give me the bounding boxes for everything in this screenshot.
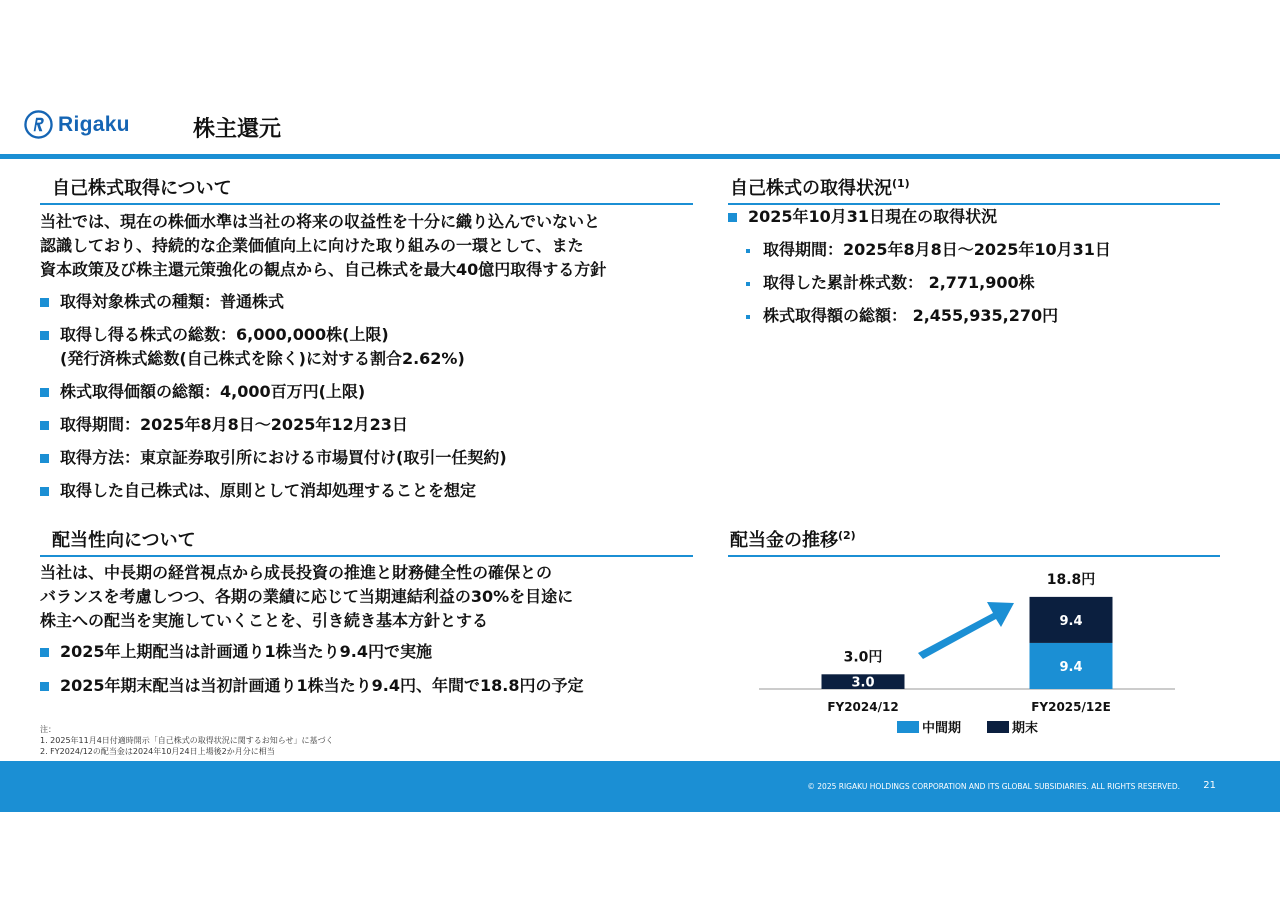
- square-bullet-icon: [40, 454, 49, 463]
- total-label: 3.0円: [843, 649, 883, 666]
- x-tick-label: FY2025/12E: [1031, 700, 1111, 714]
- buyback-status-items: [744, 238, 1111, 337]
- square-bullet-icon: [40, 682, 49, 691]
- x-tick-label: FY2024/12: [827, 700, 899, 714]
- square-bullet-icon: [728, 213, 737, 222]
- legend-swatch: [987, 721, 1009, 733]
- list-item: [40, 380, 507, 404]
- list-item: [40, 640, 584, 664]
- page-number: 21: [1203, 780, 1216, 791]
- dividend-trend-chart: [740, 560, 1210, 745]
- square-bullet-icon: [40, 487, 49, 496]
- list-item-subtext: (発行済株式総数(自己株式を除く)に対する割合2.62%): [60, 349, 465, 368]
- data-label: 9.4: [1059, 659, 1083, 675]
- list-item-text: 取得期間：2025年8月8日～2025年10月31日: [763, 240, 1111, 259]
- page-title: 株主還元: [193, 117, 282, 142]
- footnote-line: 注：: [40, 725, 56, 734]
- company-logo: [24, 110, 130, 139]
- buyback-status-heading-text: 自己株式の取得状況: [730, 178, 892, 199]
- buyback-policy-bullets: [40, 290, 507, 503]
- legend-label: 中間期: [922, 721, 962, 736]
- dividend-policy-bullets: [40, 640, 584, 698]
- total-label: 18.8円: [1046, 571, 1096, 588]
- list-item-text: 取得対象株式の種類：普通株式: [60, 292, 285, 311]
- list-item-text: 2025年上期配当は計画通り1株当たり9.4円で実施: [60, 642, 433, 661]
- data-label: 9.4: [1059, 613, 1083, 629]
- dividend-policy-heading-text: 配当性向について: [52, 530, 196, 551]
- list-item-text: 株式取得価額の総額：4,000百万円(上限): [60, 382, 366, 401]
- list-item-text: 取得した自己株式は、原則として消却処理することを想定: [60, 481, 477, 500]
- list-item: [744, 238, 1111, 262]
- dot-bullet-icon: [746, 249, 750, 253]
- square-bullet-icon: [40, 388, 49, 397]
- list-item: [40, 323, 507, 371]
- dot-bullet-icon: [746, 315, 750, 319]
- footnote-ref: (2): [838, 529, 856, 542]
- list-item-text: 取得方法：東京証券取引所における市場買付け(取引一任契約): [60, 448, 507, 467]
- list-item: [744, 271, 1111, 295]
- logo-wordmark: Rigaku: [58, 112, 130, 136]
- list-item-text: 2025年10月31日現在の取得状況: [748, 207, 998, 226]
- list-item-text: 取得し得る株式の総数：6,000,000株(上限): [60, 325, 389, 344]
- data-label: 3.0: [851, 675, 875, 691]
- copyright-text: © 2025 RIGAKU HOLDINGS CORPORATION AND ITS GLOBAL SUBSIDIARIES. ALL RIGHTS RESERVED.: [807, 782, 1180, 791]
- dividend-policy-paragraph: [40, 561, 573, 633]
- rigaku-logo-icon: [24, 110, 53, 139]
- footer-bar: [0, 761, 1280, 812]
- list-item: [728, 205, 997, 229]
- footnotes: [40, 724, 334, 757]
- header-divider: [0, 154, 1280, 159]
- list-item: [40, 413, 507, 437]
- buyback-policy-paragraph: [40, 210, 606, 282]
- paragraph-line: 認識しており、持続的な企業価値向上に向けた取り組みの一環として、また: [40, 236, 584, 255]
- list-item: [40, 290, 507, 314]
- paragraph-line: 資本政策及び株主還元策強化の観点から、自己株式を最大40億円取得する方針: [40, 260, 607, 279]
- square-bullet-icon: [40, 298, 49, 307]
- buyback-status-main: [728, 205, 997, 229]
- list-item: [40, 674, 584, 698]
- square-bullet-icon: [40, 331, 49, 340]
- list-item-text: 取得期間：2025年8月8日～2025年12月23日: [60, 415, 408, 434]
- paragraph-line: 当社では、現在の株価水準は当社の将来の収益性を十分に織り込んでいないと: [40, 212, 601, 231]
- list-item-text: 2025年期末配当は当初計画通り1株当たり9.4円、年間で18.8円の予定: [60, 676, 584, 695]
- square-bullet-icon: [40, 648, 49, 657]
- list-item-text: 取得した累計株式数： 2,771,900株: [763, 273, 1035, 292]
- footnote-ref: (1): [892, 177, 910, 190]
- growth-arrow-icon: [918, 602, 1014, 659]
- buyback-status-heading: [728, 174, 1220, 205]
- list-item-text: 株式取得額の総額： 2,455,935,270円: [763, 306, 1059, 325]
- footnote-line: 1. 2025年11月4日付適時開示「自己株式の取得状況に関するお知らせ」に基づく: [40, 736, 334, 745]
- list-item: [744, 304, 1111, 328]
- footnote-line: 2. FY2024/12の配当金は2024年10月24日上場後2か月分に相当: [40, 747, 275, 756]
- list-item: [40, 446, 507, 470]
- dot-bullet-icon: [746, 282, 750, 286]
- buyback-policy-heading: [40, 174, 693, 205]
- buyback-policy-heading-text: 自己株式取得について: [52, 178, 232, 199]
- square-bullet-icon: [40, 421, 49, 430]
- legend-swatch: [897, 721, 919, 733]
- paragraph-line: 株主への配当を実施していくことを、引き続き基本方針とする: [40, 611, 489, 630]
- legend-label: 期末: [1012, 721, 1039, 736]
- dividend-policy-heading: [40, 526, 693, 557]
- paragraph-line: 当社は、中長期の経営視点から成長投資の推進と財務健全性の確保との: [40, 563, 553, 582]
- list-item: [40, 479, 507, 503]
- dividend-trend-heading: [728, 526, 1220, 557]
- paragraph-line: バランスを考慮しつつ、各期の業績に応じて当期連結利益の30%を目途に: [40, 587, 574, 606]
- dividend-trend-heading-text: 配当金の推移: [730, 530, 838, 551]
